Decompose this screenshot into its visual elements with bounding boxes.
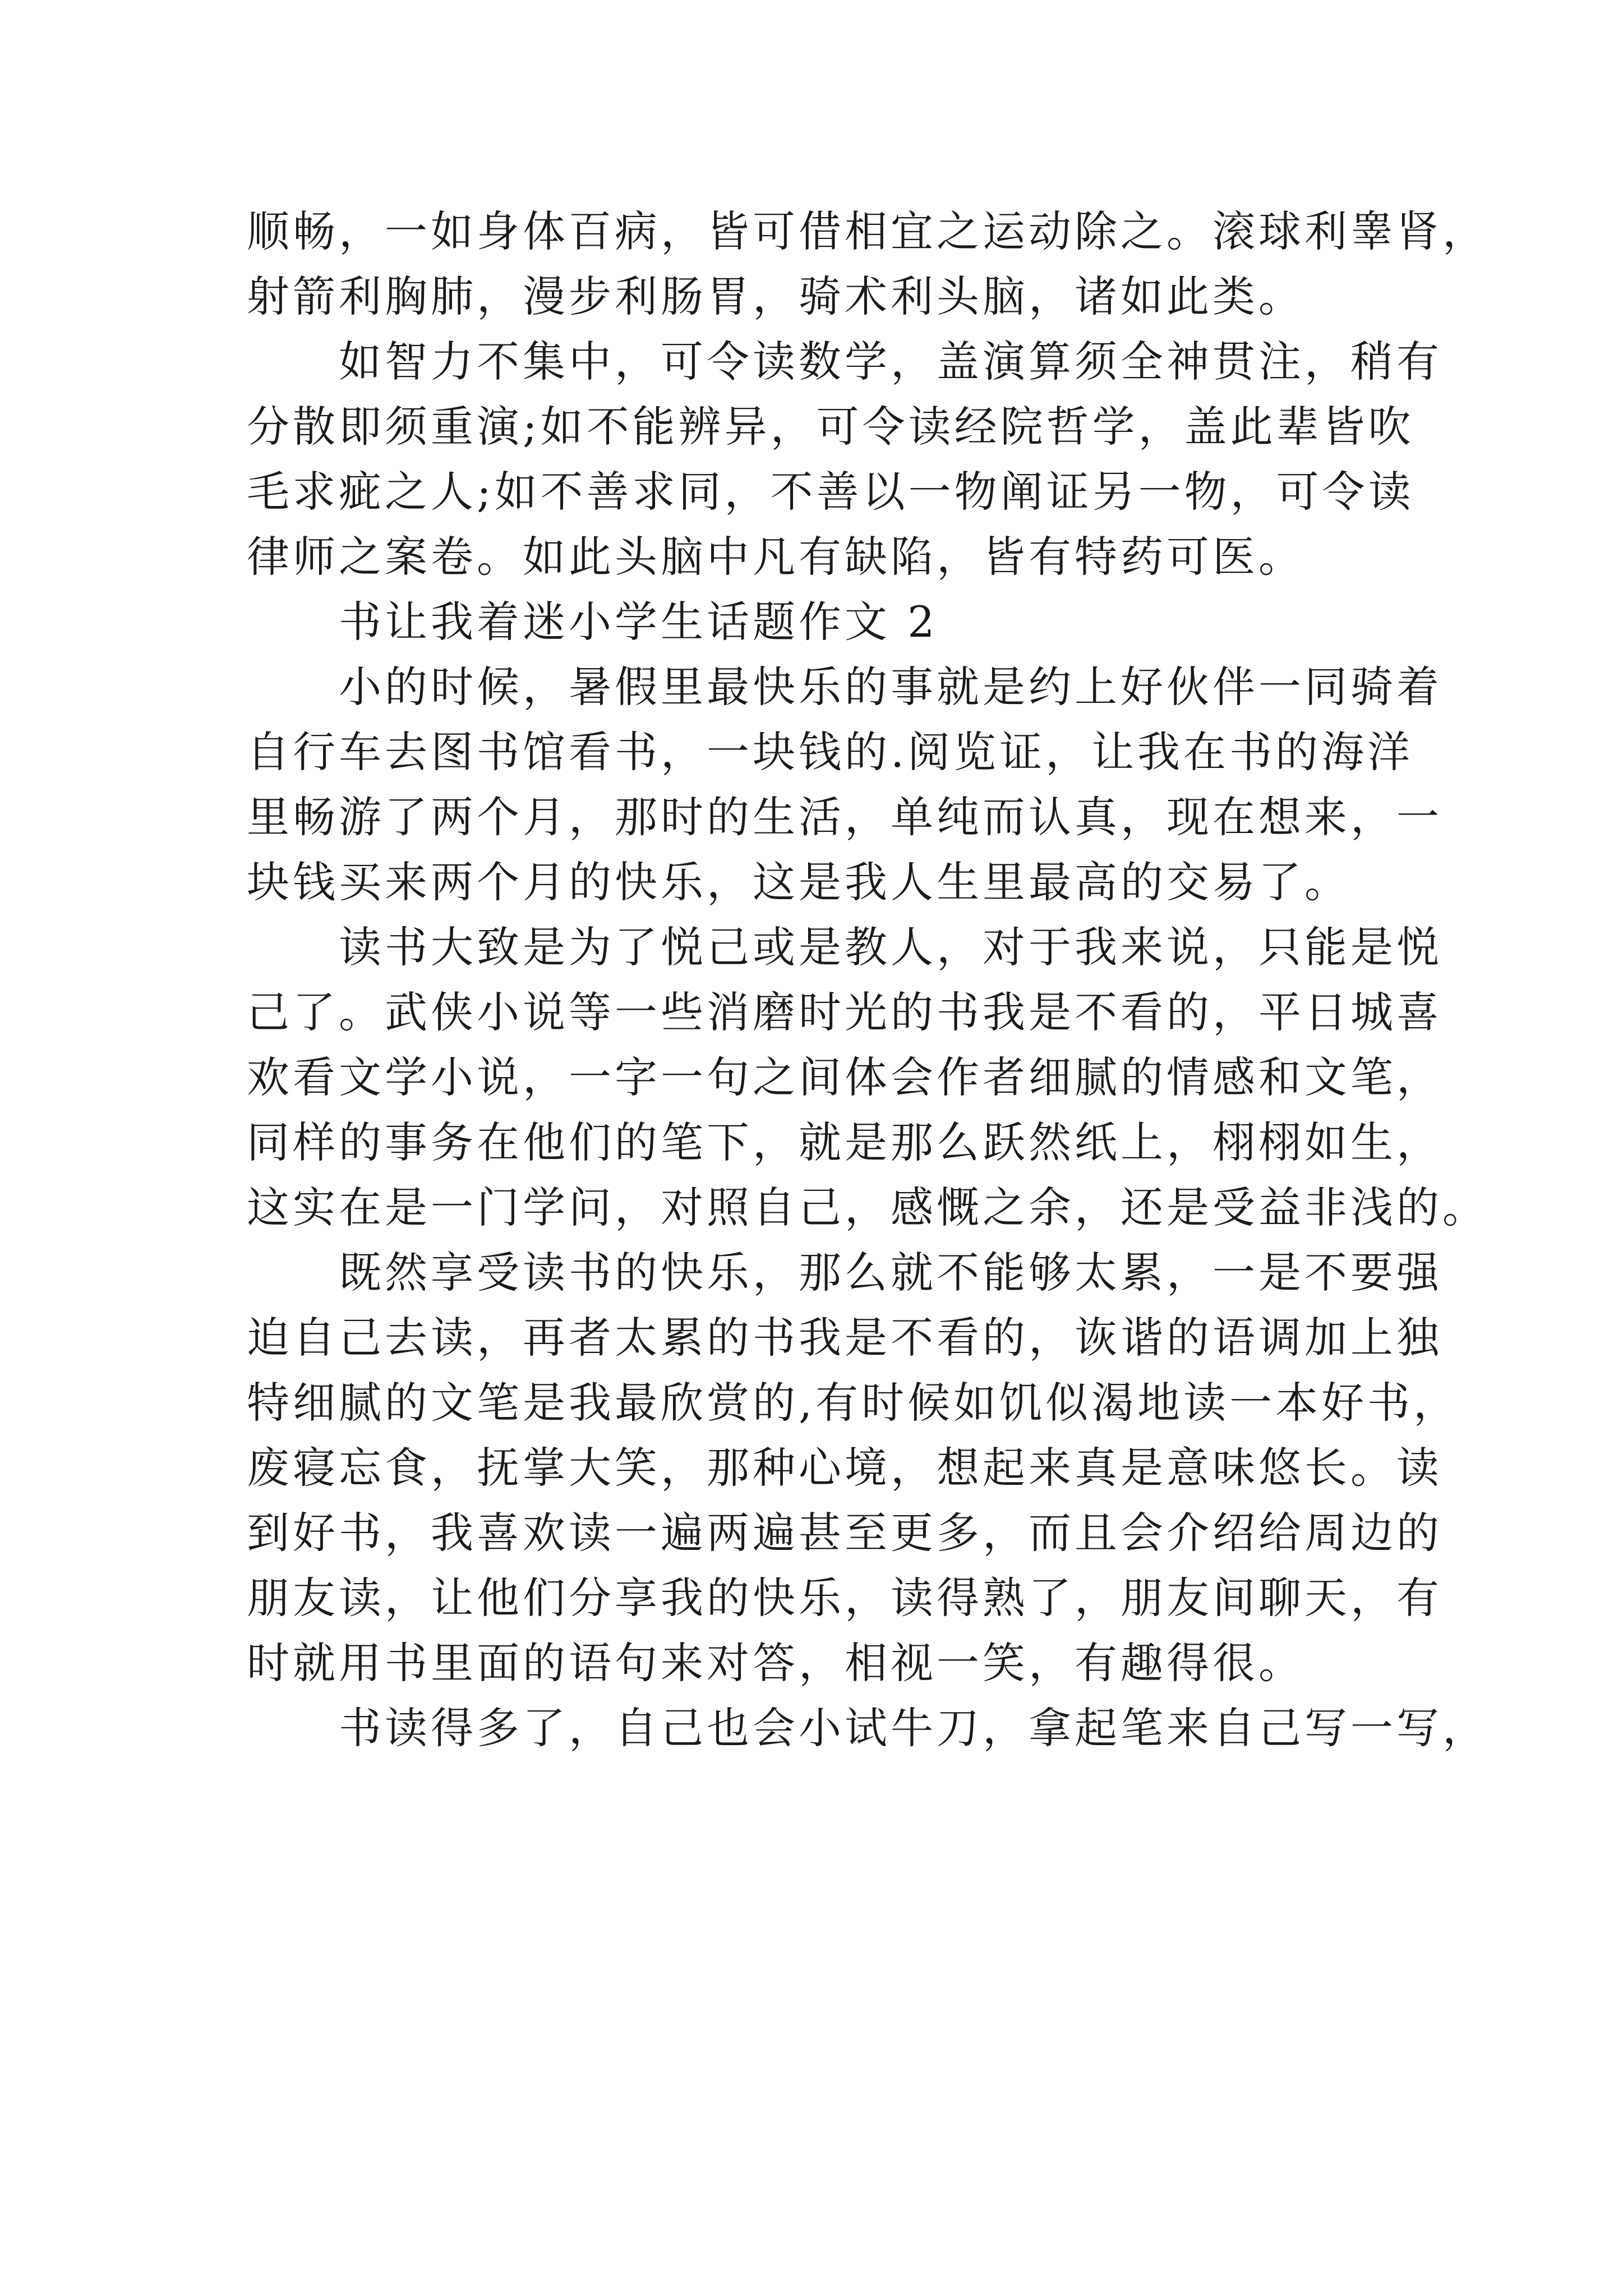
text-line: 小的时候，暑假里最快乐的事就是约上好伙伴一同骑着 [339,662,1442,712]
paragraph [247,655,1442,915]
text-line: 里畅游了两个月，那时的生活，单纯而认真，现在想来，一 [247,792,1442,842]
text-line: 特细腻的文笔是我最欣赏的,有时候如饥似渴地读一本好书， [247,1378,1460,1428]
section-heading [247,590,1391,655]
text-line: 顺畅，一如身体百病，皆可借相宜之运动除之。滚球利睾肾， [247,206,1488,256]
paragraph [247,1696,1488,1761]
text-line: 到好书，我喜欢读一遍两遍甚至更多，而且会介绍给周边的 [247,1508,1442,1558]
text-line: 律师之案卷。如此头脑中凡有缺陷，皆有特药可医。 [247,532,1304,582]
text-line: 同样的事务在他们的笔下，就是那么跃然纸上，栩栩如生， [247,1117,1442,1167]
paragraph [247,329,1442,590]
text-line: 己了。武侠小说等一些消磨时光的书我是不看的，平日城喜 [247,987,1442,1037]
text-line: 如智力不集中，可令读数学，盖演算须全神贯注，稍有 [339,337,1442,386]
text-line: 分散即须重演;如不能辨异，可令读经院哲学，盖此辈皆吹 [247,402,1414,452]
text-line: 时就用书里面的语句来对答，相视一笑，有趣得很。 [247,1638,1304,1688]
paragraph [247,1240,1460,1696]
text-line: 自行车去图书馆看书，一块钱的.阅览证，让我在书的海洋 [247,727,1414,777]
text-line: 这实在是一门学问，对照自己，感慨之余，还是受益非浅的。 [247,1182,1488,1232]
text-line: 书读得多了，自己也会小试牛刀，拿起笔来自己写一写， [339,1703,1488,1753]
text-line: 读书大致是为了悦己或是教人，对于我来说，只能是悦 [339,922,1442,972]
text-line: 欢看文学小说，一字一句之间体会作者细腻的情感和文笔， [247,1052,1442,1102]
text-line: 块钱买来两个月的快乐，这是我人生里最高的交易了。 [247,857,1350,907]
text-line: 迫自己去读，再者太累的书我是不看的，诙谐的语调加上独 [247,1313,1442,1363]
text-line: 废寝忘食，抚掌大笑，那种心境，想起来真是意味悠长。读 [247,1443,1442,1493]
heading-text: 书让我着迷小学生话题作文 2 [339,597,938,647]
article-body [247,199,1488,1761]
text-line: 朋友读，让他们分享我的快乐，读得熟了，朋友间聊天，有 [247,1573,1442,1623]
paragraph [247,915,1488,1240]
text-line: 毛求疵之人;如不善求同，不善以一物阐证另一物，可令读 [247,467,1414,517]
text-line: 既然享受读书的快乐，那么就不能够太累，一是不要强 [339,1248,1442,1297]
text-line: 射箭利胸肺，漫步利肠胃，骑术利头脑，诸如此类。 [247,272,1304,321]
paragraph-continuation [247,199,1488,329]
